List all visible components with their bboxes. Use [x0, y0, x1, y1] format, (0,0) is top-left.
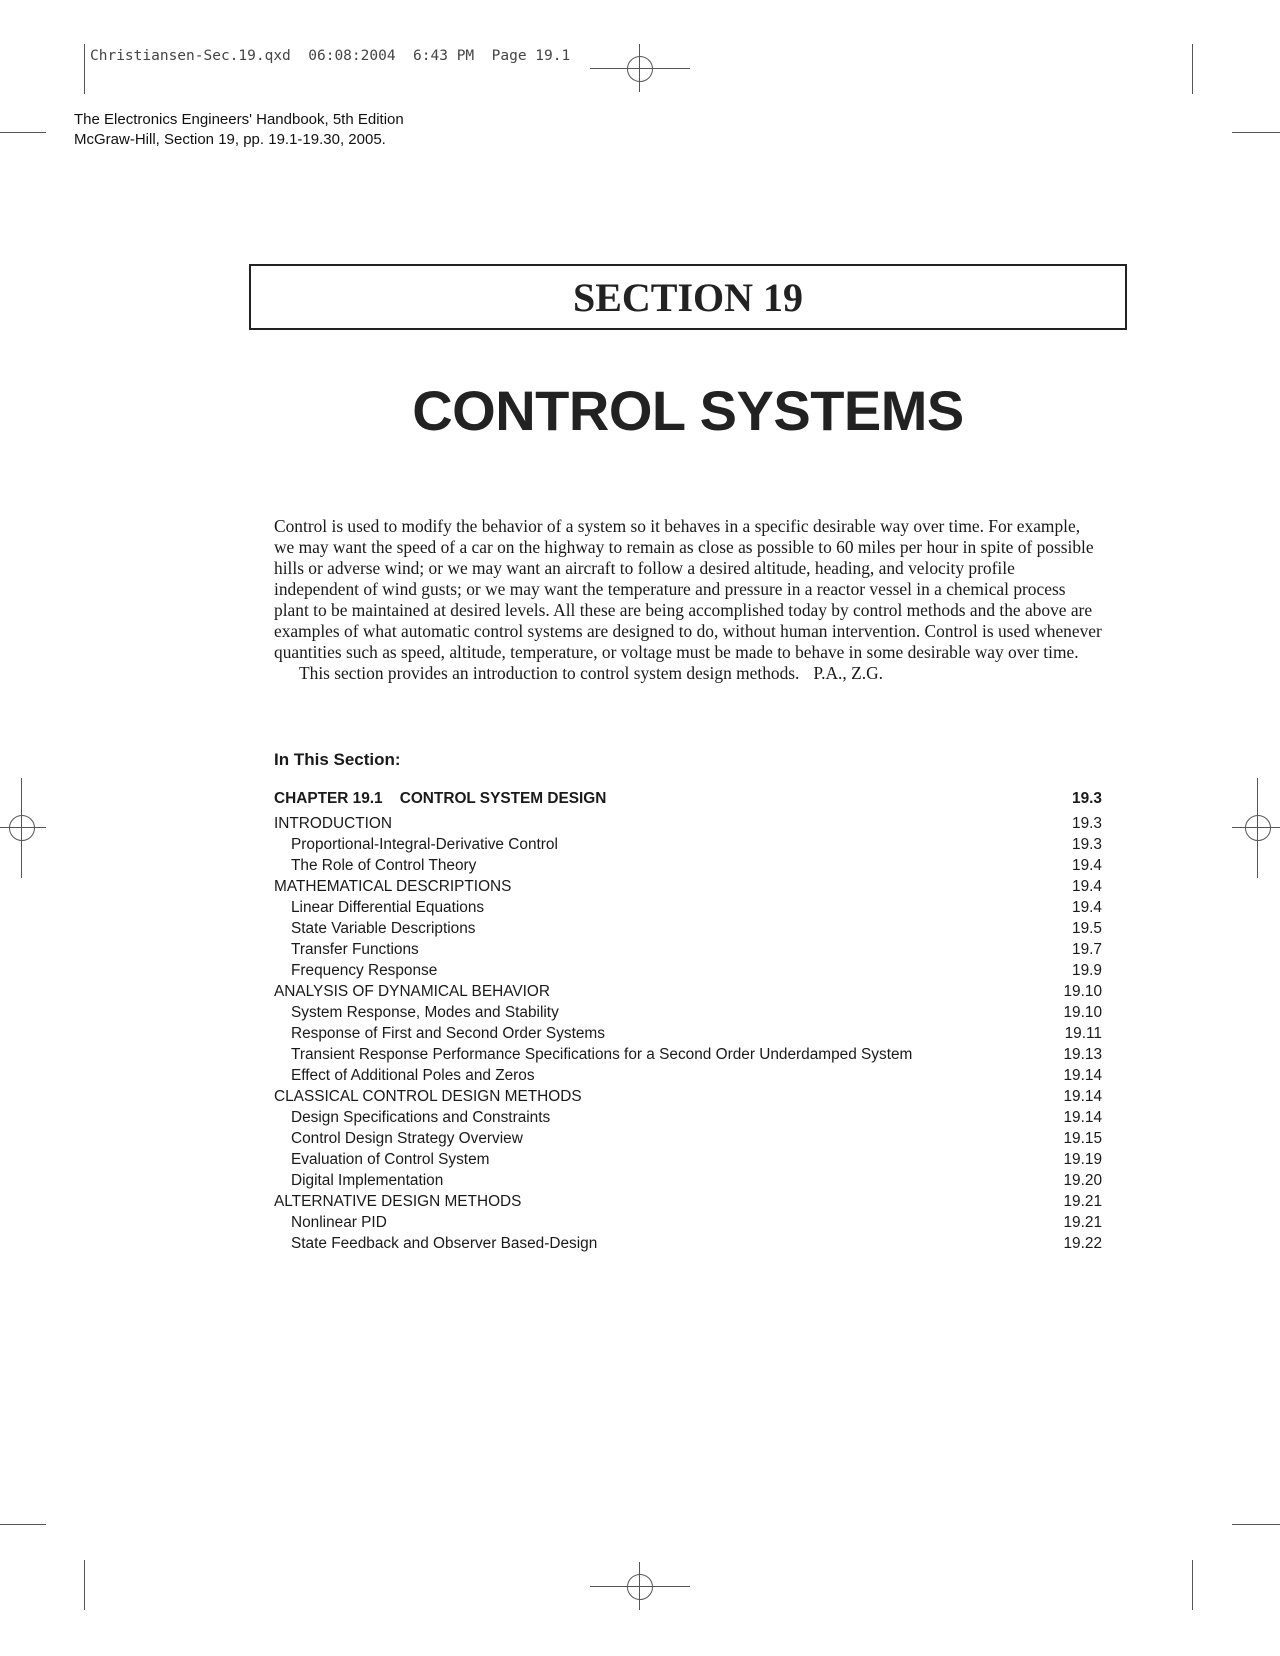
toc-entry-page: 19.4: [1072, 878, 1102, 895]
toc-subsection-row[interactable]: [274, 1128, 1102, 1149]
toc-entry-page: 19.10: [1063, 983, 1102, 1000]
toc-entry-title: System Response, Modes and Stability: [291, 1004, 559, 1021]
toc-entry-page: 19.3: [1072, 815, 1102, 832]
toc-entry-page: 19.13: [1063, 1046, 1102, 1063]
toc-entry-title: State Variable Descriptions: [291, 920, 476, 937]
toc-section-row[interactable]: [274, 981, 1102, 1002]
toc-chapter-title: CHAPTER 19.1 CONTROL SYSTEM DESIGN: [274, 790, 607, 807]
toc-entry-page: 19.5: [1072, 920, 1102, 937]
registration-target-icon: [627, 56, 653, 82]
toc-entry-title: Design Specifications and Constraints: [291, 1109, 551, 1126]
page-title: CONTROL SYSTEMS: [412, 379, 964, 442]
intro-paragraph-2-text: This section provides an introduction to control system design methods.: [299, 663, 800, 683]
toc-entry-title: Nonlinear PID: [291, 1214, 387, 1231]
toc-section-row[interactable]: [274, 1086, 1102, 1107]
toc-entry-page: 19.14: [1063, 1067, 1102, 1084]
toc-section-row[interactable]: [274, 876, 1102, 897]
intro-paragraph-2: [274, 663, 1104, 684]
toc-entry-title: INTRODUCTION: [274, 815, 392, 832]
toc-entry-title: Response of First and Second Order Systems: [291, 1025, 605, 1042]
toc-subsection-row[interactable]: [274, 1023, 1102, 1044]
slug-date: 06:08:2004: [308, 48, 396, 64]
toc-entry-title: MATHEMATICAL DESCRIPTIONS: [274, 878, 512, 895]
source-citation-line1: The Electronics Engineers' Handbook, 5th Edition: [74, 111, 404, 128]
toc-entries: [274, 813, 1102, 1254]
toc-chapter-row[interactable]: [274, 788, 1102, 813]
crop-mark: [1192, 44, 1193, 94]
toc-entry-page: 19.15: [1063, 1130, 1102, 1147]
crop-mark: [84, 44, 85, 94]
in-this-section-heading: In This Section:: [274, 750, 401, 769]
toc-subsection-row[interactable]: [274, 1170, 1102, 1191]
crop-mark: [1232, 1524, 1280, 1525]
toc-entry-page: 19.4: [1072, 857, 1102, 874]
toc-entry-page: 19.14: [1063, 1088, 1102, 1105]
toc-chapter-page: 19.3: [1072, 790, 1102, 807]
toc-entry-page: 19.10: [1063, 1004, 1102, 1021]
toc-subsection-row[interactable]: [274, 1107, 1102, 1128]
toc-subsection-row[interactable]: [274, 897, 1102, 918]
toc-entry-page: 19.3: [1072, 836, 1102, 853]
intro-paragraph: Control is used to modify the behavior of a system so it behaves in a specific desirable way over time. For example, we may want the speed of a car on the highway to remain as close as possible to 60 miles per hour in spite of possible hills or adverse wind; or we may want an aircraft to follow a desired altitude, heading, and velocity profile independent of wind gusts; or we may want the temperature and pressure in a reactor vessel in a chemical process plant to be maintained at desired levels. All these are being accomplished today by control methods and the above are examples of what automatic control systems are designed to do, without human intervention. Control is used whenever quantities such as speed, altitude, temperature, or voltage must be made to behave in some desirable way over time.: [274, 516, 1102, 662]
toc-entry-page: 19.19: [1063, 1151, 1102, 1168]
toc-subsection-row[interactable]: [274, 1065, 1102, 1086]
toc-subsection-row[interactable]: [274, 1044, 1102, 1065]
toc-entry-title: Digital Implementation: [291, 1172, 444, 1189]
slug-page: Page 19.1: [491, 48, 571, 64]
toc-subsection-row[interactable]: [274, 1149, 1102, 1170]
crop-mark: [1232, 132, 1280, 133]
toc-entry-page: 19.22: [1063, 1235, 1102, 1252]
crop-mark: [0, 132, 46, 133]
toc-entry-page: 19.21: [1063, 1193, 1102, 1210]
toc-entry-title: ANALYSIS OF DYNAMICAL BEHAVIOR: [274, 983, 550, 1000]
toc-subsection-row[interactable]: [274, 918, 1102, 939]
toc-subsection-row[interactable]: [274, 1233, 1102, 1254]
toc-entry-title: Transient Response Performance Specifications for a Second Order Underdamped System: [291, 1046, 913, 1063]
toc-subsection-row[interactable]: [274, 855, 1102, 876]
toc-entry-page: 19.4: [1072, 899, 1102, 916]
toc-subsection-row[interactable]: [274, 960, 1102, 981]
toc-entry-title: State Feedback and Observer Based-Design: [291, 1235, 598, 1252]
toc-entry-title: Effect of Additional Poles and Zeros: [291, 1067, 535, 1084]
source-citation-line2: McGraw-Hill, Section 19, pp. 19.1-19.30, 2005.: [74, 131, 386, 148]
toc-entry-title: Frequency Response: [291, 962, 438, 979]
toc-entry-title: Proportional-Integral-Derivative Control: [291, 836, 558, 853]
slug-time: 6:43 PM: [413, 48, 475, 64]
toc-entry-title: Evaluation of Control System: [291, 1151, 490, 1168]
toc-entry-page: 19.7: [1072, 941, 1102, 958]
table-of-contents: [274, 788, 1102, 1254]
toc-entry-title: CLASSICAL CONTROL DESIGN METHODS: [274, 1088, 582, 1105]
toc-section-row[interactable]: [274, 1191, 1102, 1212]
toc-entry-page: 19.9: [1072, 962, 1102, 979]
toc-subsection-row[interactable]: [274, 1002, 1102, 1023]
toc-entry-title: ALTERNATIVE DESIGN METHODS: [274, 1193, 522, 1210]
registration-target-icon: [627, 1574, 653, 1600]
toc-entry-title: Transfer Functions: [291, 941, 419, 958]
crop-mark: [84, 1560, 85, 1610]
registration-target-icon: [1245, 815, 1271, 841]
toc-subsection-row[interactable]: [274, 834, 1102, 855]
toc-entry-page: 19.11: [1064, 1025, 1102, 1042]
toc-subsection-row[interactable]: [274, 939, 1102, 960]
toc-entry-title: Control Design Strategy Overview: [291, 1130, 523, 1147]
slug-line: [90, 48, 570, 64]
toc-entry-title: Linear Differential Equations: [291, 899, 485, 916]
toc-entry-page: 19.20: [1063, 1172, 1102, 1189]
section-header-box: [249, 264, 1127, 330]
crop-mark: [0, 1524, 46, 1525]
toc-entry-page: 19.14: [1063, 1109, 1102, 1126]
slug-file: Christiansen-Sec.19.qxd: [90, 48, 291, 64]
crop-mark: [1192, 1560, 1193, 1610]
toc-subsection-row[interactable]: [274, 1212, 1102, 1233]
toc-entry-title: The Role of Control Theory: [291, 857, 477, 874]
toc-section-row[interactable]: [274, 813, 1102, 834]
section-label: SECTION 19: [572, 274, 804, 320]
toc-entry-page: 19.21: [1063, 1214, 1102, 1231]
registration-target-icon: [9, 815, 35, 841]
author-initials: P.A., Z.G.: [813, 663, 883, 683]
section-introduction: [274, 516, 1104, 684]
